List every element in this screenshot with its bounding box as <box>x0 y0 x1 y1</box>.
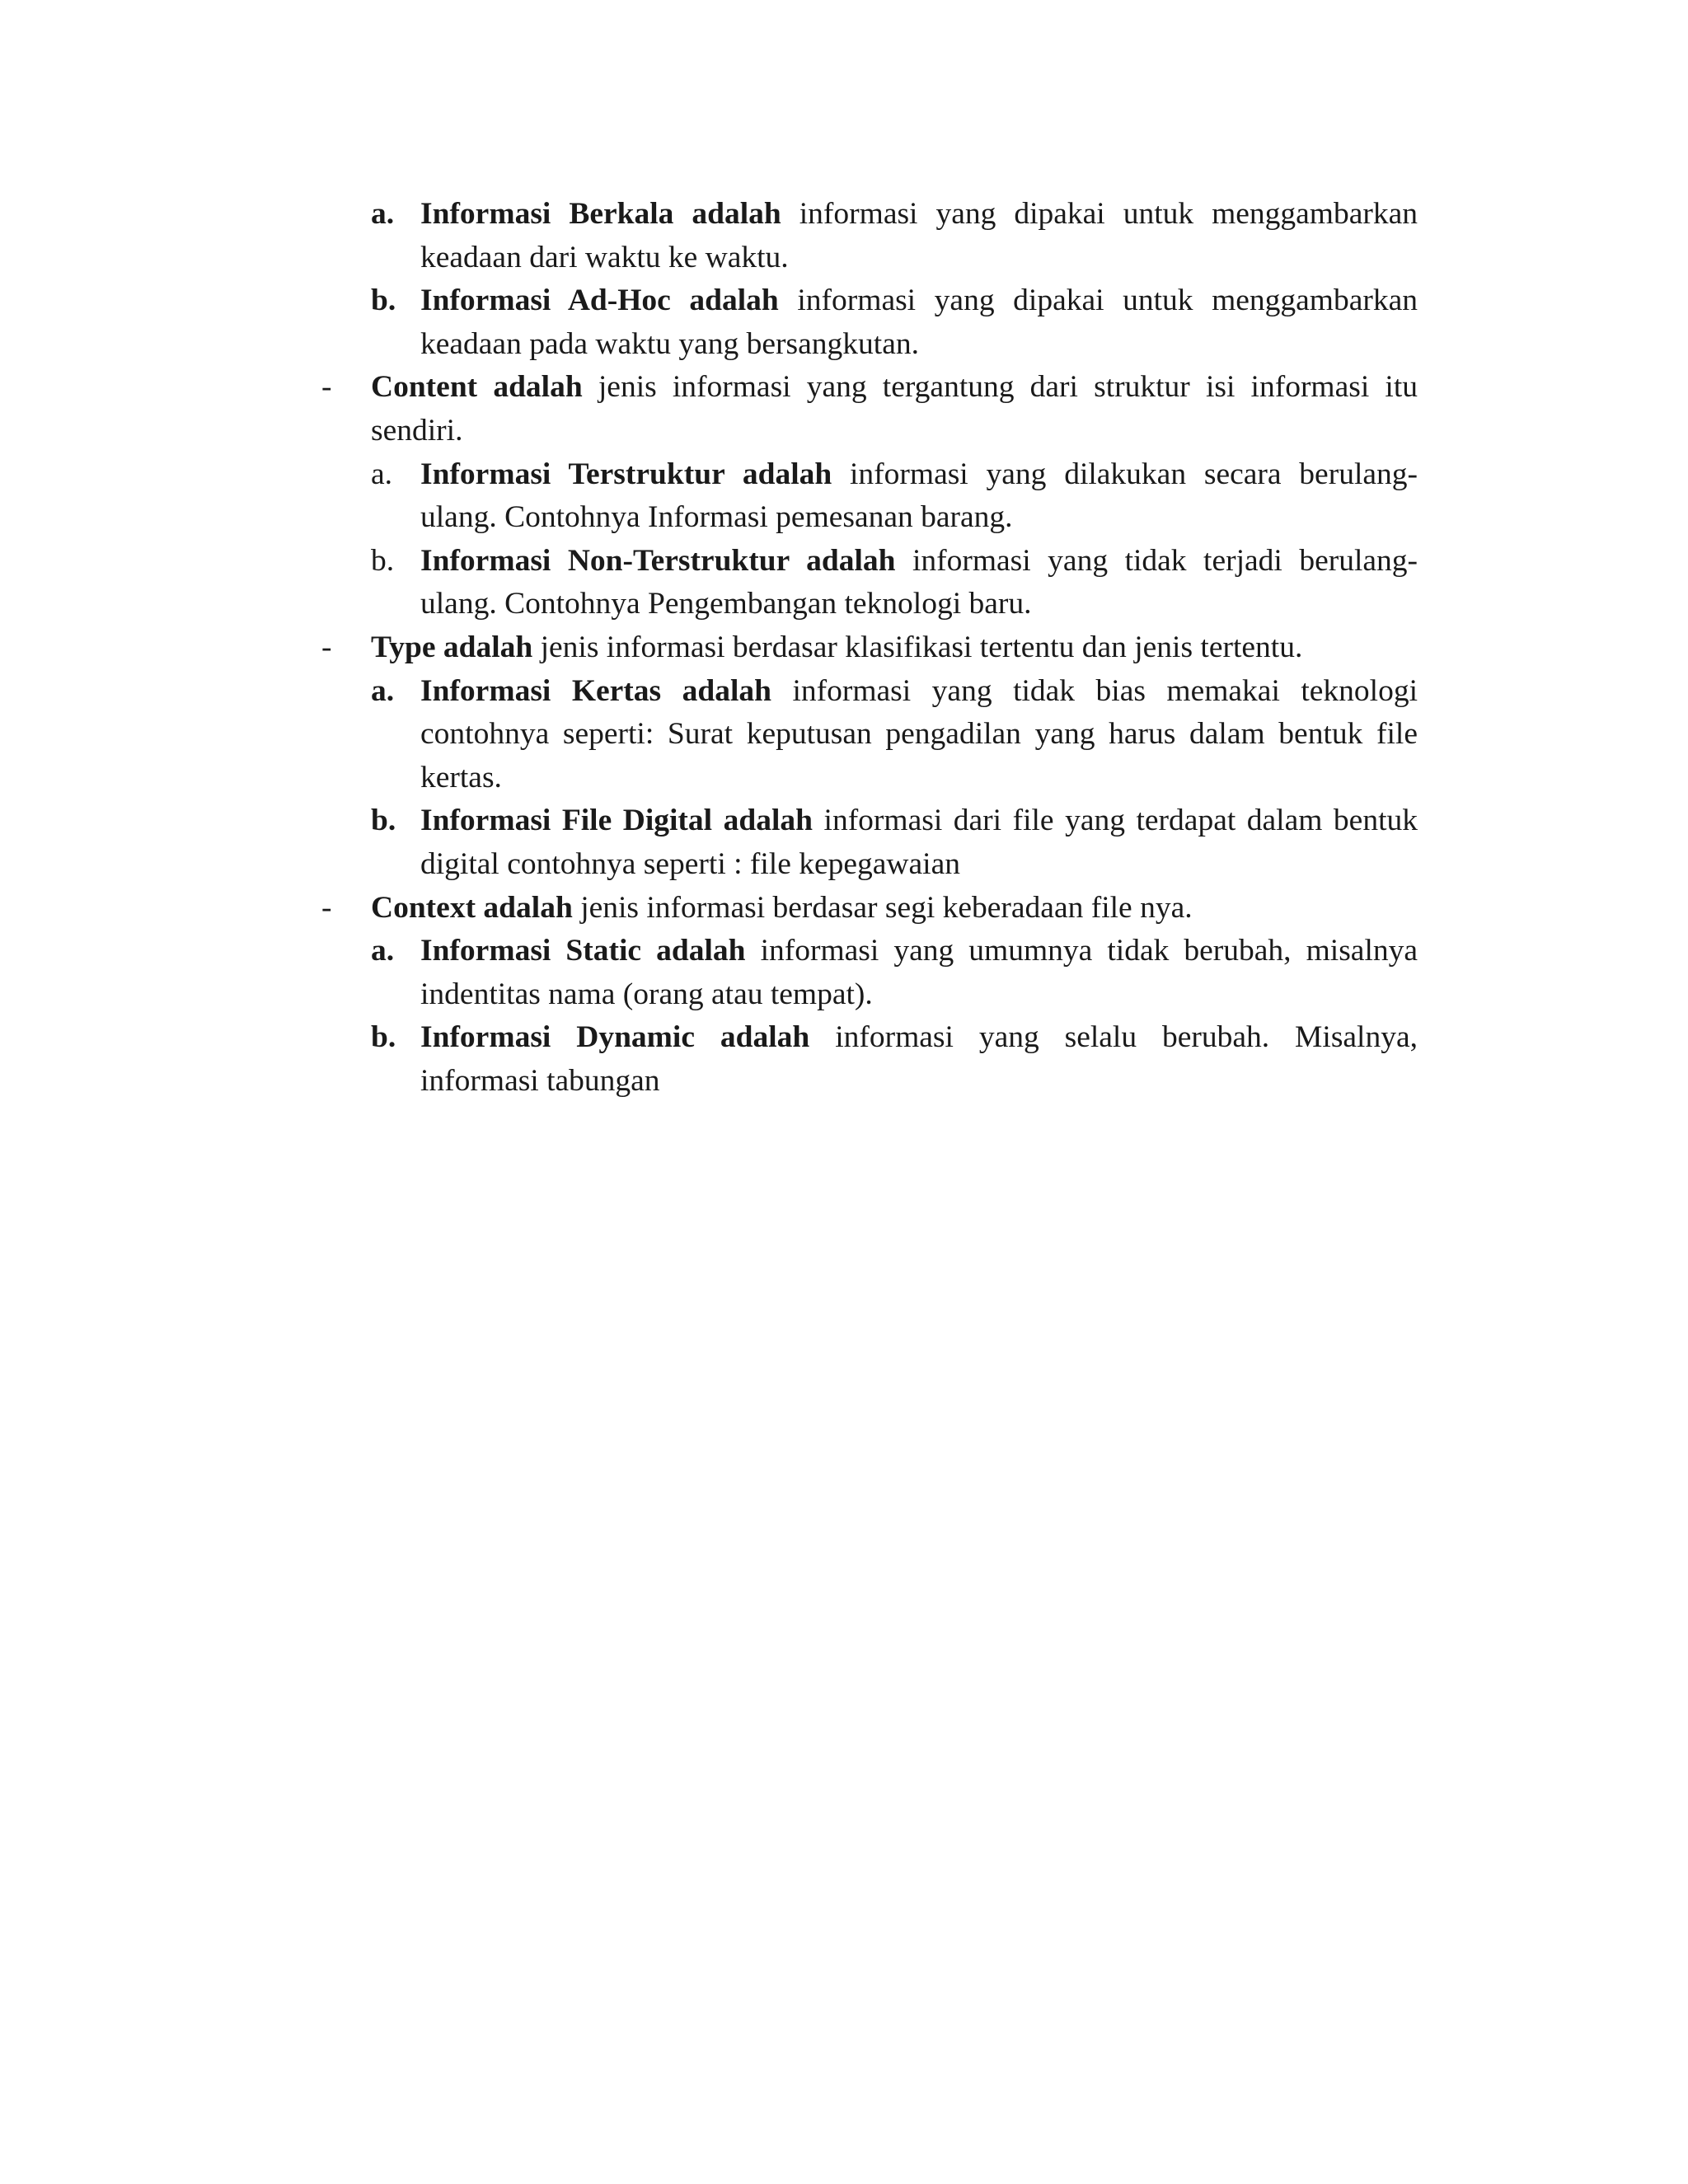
list-marker: b. <box>371 284 396 318</box>
item-term: Informasi Berkala adalah <box>420 197 781 231</box>
item-text: informasi yang tidak terjadi berulang-ulang. Contohnya Pengembangan teknologi baru. <box>420 543 1418 621</box>
item-text: informasi yang dilakukan secara berulang-ulang. Contohnya Informasi pemesanan barang. <box>420 457 1418 535</box>
list-marker: b. <box>371 543 395 578</box>
list-marker: a. <box>371 934 395 968</box>
section-term: Content adalah <box>371 370 583 405</box>
section-term: Type adalah <box>371 630 533 664</box>
dash-marker: - <box>321 630 332 664</box>
dash-list-item <box>321 887 1418 930</box>
list-marker: a. <box>371 457 393 491</box>
item-term: Informasi Dynamic adalah <box>420 1020 810 1055</box>
list-item <box>371 799 1418 886</box>
document-body <box>321 193 1418 1103</box>
item-term: Informasi Static adalah <box>420 934 746 968</box>
list-marker: b. <box>371 804 396 838</box>
list-marker: a. <box>371 673 395 708</box>
section-text: jenis informasi yang tergantung dari struktur isi informasi itu sendiri. <box>371 370 1418 448</box>
item-text: informasi yang dipakai untuk menggambarkan keadaan pada waktu yang bersangkutan. <box>420 284 1418 361</box>
list-item <box>371 279 1418 366</box>
list-item <box>371 193 1418 279</box>
list-marker: a. <box>371 197 395 231</box>
item-text: informasi dari file yang terdapat dalam bentuk digital contohnya seperti : file kepegawaian <box>420 804 1418 881</box>
dash-marker: - <box>321 370 332 405</box>
item-term: Informasi Non-Terstruktur adalah <box>420 543 896 578</box>
item-term: Informasi Kertas adalah <box>420 673 771 708</box>
dash-list-item <box>321 366 1418 452</box>
item-term: Informasi Ad-Hoc adalah <box>420 284 779 318</box>
section-term: Context adalah <box>371 890 573 925</box>
item-text: informasi yang tidak bias memakai teknologi contohnya seperti: Surat keputusan pengadilan yang harus dalam bentuk file kertas. <box>420 673 1418 794</box>
item-text: informasi yang selalu berubah. Misalnya, informasi tabungan <box>420 1020 1418 1098</box>
list-marker: b. <box>371 1020 396 1055</box>
list-item <box>371 1016 1418 1103</box>
item-term: Informasi Terstruktur adalah <box>420 457 832 491</box>
section-text: jenis informasi berdasar klasifikasi tertentu dan jenis tertentu. <box>532 630 1303 664</box>
item-term: Informasi File Digital adalah <box>420 804 813 838</box>
dash-marker: - <box>321 890 332 925</box>
list-item <box>371 670 1418 800</box>
item-text: informasi yang umumnya tidak berubah, misalnya indentitas nama (orang atau tempat). <box>420 934 1418 1011</box>
list-item <box>371 930 1418 1016</box>
dash-list-item <box>321 626 1418 670</box>
list-item <box>371 540 1418 626</box>
item-text: informasi yang dipakai untuk menggambarkan keadaan dari waktu ke waktu. <box>420 197 1418 274</box>
section-text: jenis informasi berdasar segi keberadaan file nya. <box>572 890 1193 925</box>
list-item <box>371 453 1418 540</box>
